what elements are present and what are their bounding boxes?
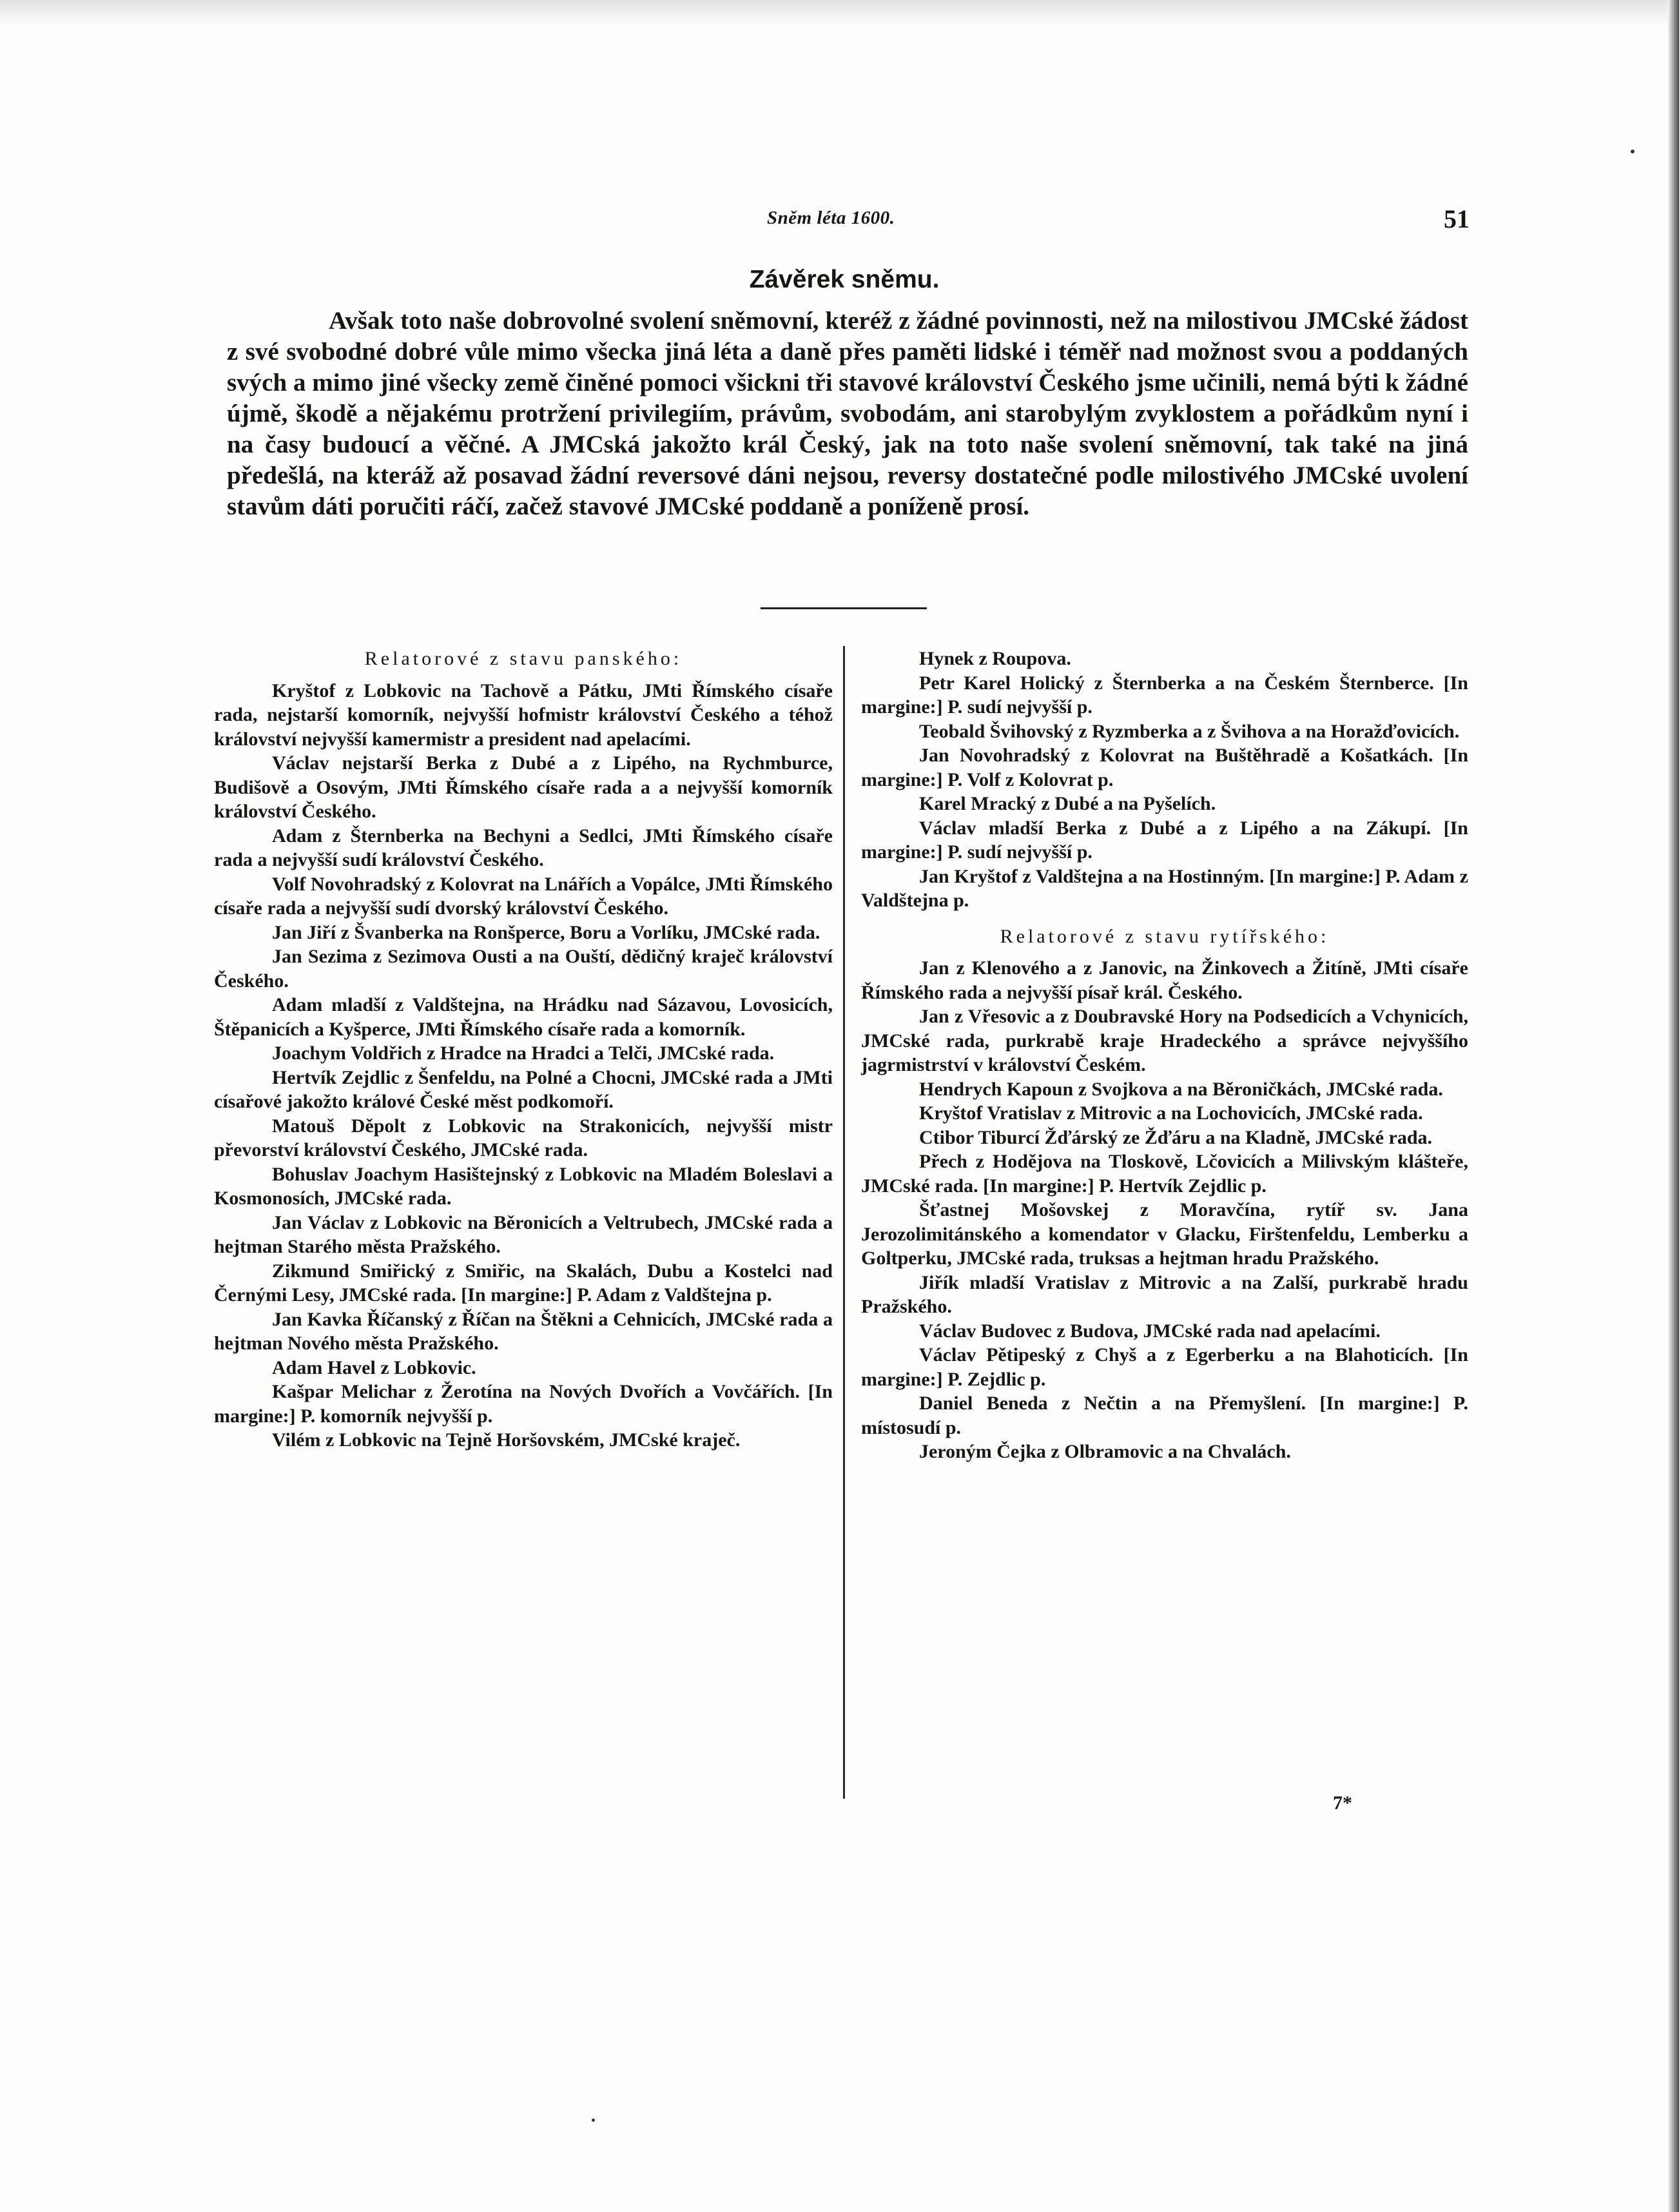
relator-entry: Kašpar Melichar z Žerotína na Nových Dvořích a Vovčářích. [In margine:] P. komorník nejvyšší p. [214,1381,833,1427]
separator-rule [761,607,927,609]
relators-lords-heading: Relatorové z stavu panského: [364,648,683,669]
relator-entry: Volf Novohradský z Kolovrat na Lnářích a Vopálce, JMti Římského císaře rada a nejvyšší sudí dvorský království Českého. [214,873,833,919]
page-number: 51 [1444,204,1470,233]
relator-entry: Jan Jiří z Švanberka na Ronšperce, Boru a Vorlíku, JMCské rada. [272,921,820,943]
relator-entry: Zikmund Smiřický z Smiřic, na Skalách, Dubu a Kostelci nad Černými Lesy, JMCské rada. [In margine:] P. Adam z Valdštejna p. [214,1260,833,1306]
relator-entry: Jan Sezima z Sezimova Ousti a na Ouští, dědičný kraječ království Českého. [214,946,833,992]
relator-entry: Adam z Šternberka na Bechyni a Sedlci, JMti Římského císaře rada a nejvyšší sudí království Českého. [214,825,833,870]
scan-speck [592,2119,595,2122]
relator-entry: Karel Mracký z Dubé a na Pyšelích. [919,793,1216,814]
relator-entry: Přech z Hodějova na Tloskově, Lčovicích a Milivským klášteře, JMCské rada. [In margine:] P. Hertvík Zejdlic p. [861,1151,1468,1197]
relator-entry: Adam mladší z Valdštejna, na Hrádku nad Sázavou, Lovosicích, Štěpanicích a Kyšperce, JMti Římského císaře rada a komorník. [214,994,833,1040]
relator-entry: Šťastnej Mošovskej z Moravčína, rytíř sv. Jana Jerozolimitánského a komendator v Glacku, Firštenfeldu, Lemberku a Goltperku, JMCské rada, truksas a hejtman hradu Pražského. [861,1199,1468,1269]
relator-entry: Jan z Vřesovic a z Doubravské Hory na Podsedicích a Vchynicích, JMCské rada, purkrabě kraje Hradeckého a správce nejvyššího jagrmistrství v království Českém. [861,1006,1468,1075]
relator-entry: Ctibor Tiburcí Žďárský ze Žďáru a na Kladně, JMCské rada. [919,1126,1433,1148]
relator-entry: Jan Václav z Lobkovic na Běronicích a Veltrubech, JMCské rada a hejtman Starého města Pražského. [214,1211,833,1257]
relator-entry: Matouš Děpolt z Lobkovic na Strakonicích, nejvyšší mistr převorství království Českého, JMCské rada. [214,1115,833,1160]
relator-entry: Jan Kryštof z Valdštejna a na Hostinným. [In margine:] P. Adam z Valdštejna p. [861,865,1468,911]
relator-entry: Václav Budovec z Budova, JMCské rada nad apelacími. [919,1320,1381,1342]
relators-knights-heading: Relatorové z stavu rytířského: [1000,925,1330,947]
relator-entry: Jan Novohradský z Kolovrat na Buštěhradě a Košatkách. [In margine:] P. Volf z Kolovrat p. [861,745,1468,790]
relator-entry: Kryštof Vratislav z Mitrovic a na Lochovicích, JMCské rada. [919,1102,1423,1124]
running-title: Sněm léta 1600. [767,208,895,228]
left-column [214,647,833,1453]
relator-entry: Hendrych Kapoun z Svojkova a na Běroničkách, JMCské rada. [919,1078,1443,1100]
relator-entry: Kryštof z Lobkovic na Tachově a Pátku, JMti Římského císaře rada, nejstarší komorník, nejvyšší hofmistr království Českého a téhož království nejvyšší kamermistr a president nad apelacími. [214,680,833,750]
column-divider [843,646,845,1799]
page-header [219,204,1470,236]
relator-entry: Jiřík mladší Vratislav z Mitrovic a na Zalší, purkrabě hradu Pražského. [861,1271,1468,1317]
relator-entry: Hertvík Zejdlic z Šenfeldu, na Polné a Chocni, JMCské rada a JMti císařové jakožto králové České měst podkomoří. [214,1066,833,1112]
relator-entry: Václav nejstarší Berka z Dubé a z Lipého, na Rychmburce, Budišově a Osovým, JMti Římského císaře rada a a nejvyšší komorník království Českého. [214,752,833,822]
scan-shadow-right [1667,0,1679,2212]
relator-entry: Bohuslav Joachym Hasištejnský z Lobkovic na Mladém Boleslavi a Kosmonosích, JMCské rada. [214,1163,833,1209]
relator-entry: Petr Karel Holický z Šternberka a na Českém Šternberce. [In margine:] P. sudí nejvyšší p. [861,672,1468,718]
relator-entry: Daniel Beneda z Nečtin a na Přemyšlení. [In margine:] P. místosudí p. [861,1393,1468,1438]
relator-entry: Jan z Klenového a z Janovic, na Žinkovech a Žitíně, JMti císaře Římského rada a nejvyšší písař král. Českého. [861,957,1468,1003]
relator-entry: Václav Pětipeský z Chyš a z Egerberku a na Blahoticích. [In margine:] P. Zejdlic p. [861,1344,1468,1390]
relator-entry: Václav mladší Berka z Dubé a z Lipého a na Zákupí. [In margine:] P. sudí nejvyšší p. [861,817,1468,863]
scan-speck [1631,150,1635,153]
right-column [861,647,1468,1464]
intro-paragraph: Avšak toto naše dobrovolné svolení sněmovní, kteréž z žádné povinnosti, než na milostivou JMCské žádost z své svobodné dobré vůle mimo všecka jiná léta a daně přes paměti lidské i téměř nad možnost svou a poddaných svých a mimo jiné všecky země činěné pomoci všickni tři stavové království Českého jsme učinili, nemá býti k žádné újmě, škodě a nějakému protržení privilegiím, právům, svobodám, ani starobylým zvyklostem a pořádkům nyní i na časy budoucí a věčné. A JMCská jakožto král Český, jak na toto naše svolení sněmovní, tak také na jiná předešlá, na kteráž až posavad žádní reversové dáni nejsou, reversy dostatečné podle milostivého JMCské uvolení stavům dáti poručiti ráčí, začež stavové JMCské poddaně a poníženě prosí. [227,307,1468,520]
relator-entry: Adam Havel z Lobkovic. [272,1356,476,1378]
relator-entry: Jeroným Čejka z Olbramovic a na Chvalách. [919,1441,1291,1462]
relator-entry: Jan Kavka Říčanský z Říčan na Štěkni a Cehnicích, JMCské rada a hejtman Nového města Pražského. [214,1308,833,1354]
relator-entry: Vilém z Lobkovic na Tejně Horšovském, JMCské kraječ. [272,1429,741,1451]
relator-entry: Joachym Voldřich z Hradce na Hradci a Telči, JMCské rada. [272,1042,775,1064]
sheet-signature: 7* [1333,1792,1352,1814]
scan-shadow-top [0,0,1679,26]
relator-entry: Teobald Švihovský z Ryzmberka a z Švihova a na Horažďovicích. [919,720,1460,742]
relator-entry: Hynek z Roupova. [919,648,1071,669]
section-heading: Závěrek sněmu. [749,266,940,293]
